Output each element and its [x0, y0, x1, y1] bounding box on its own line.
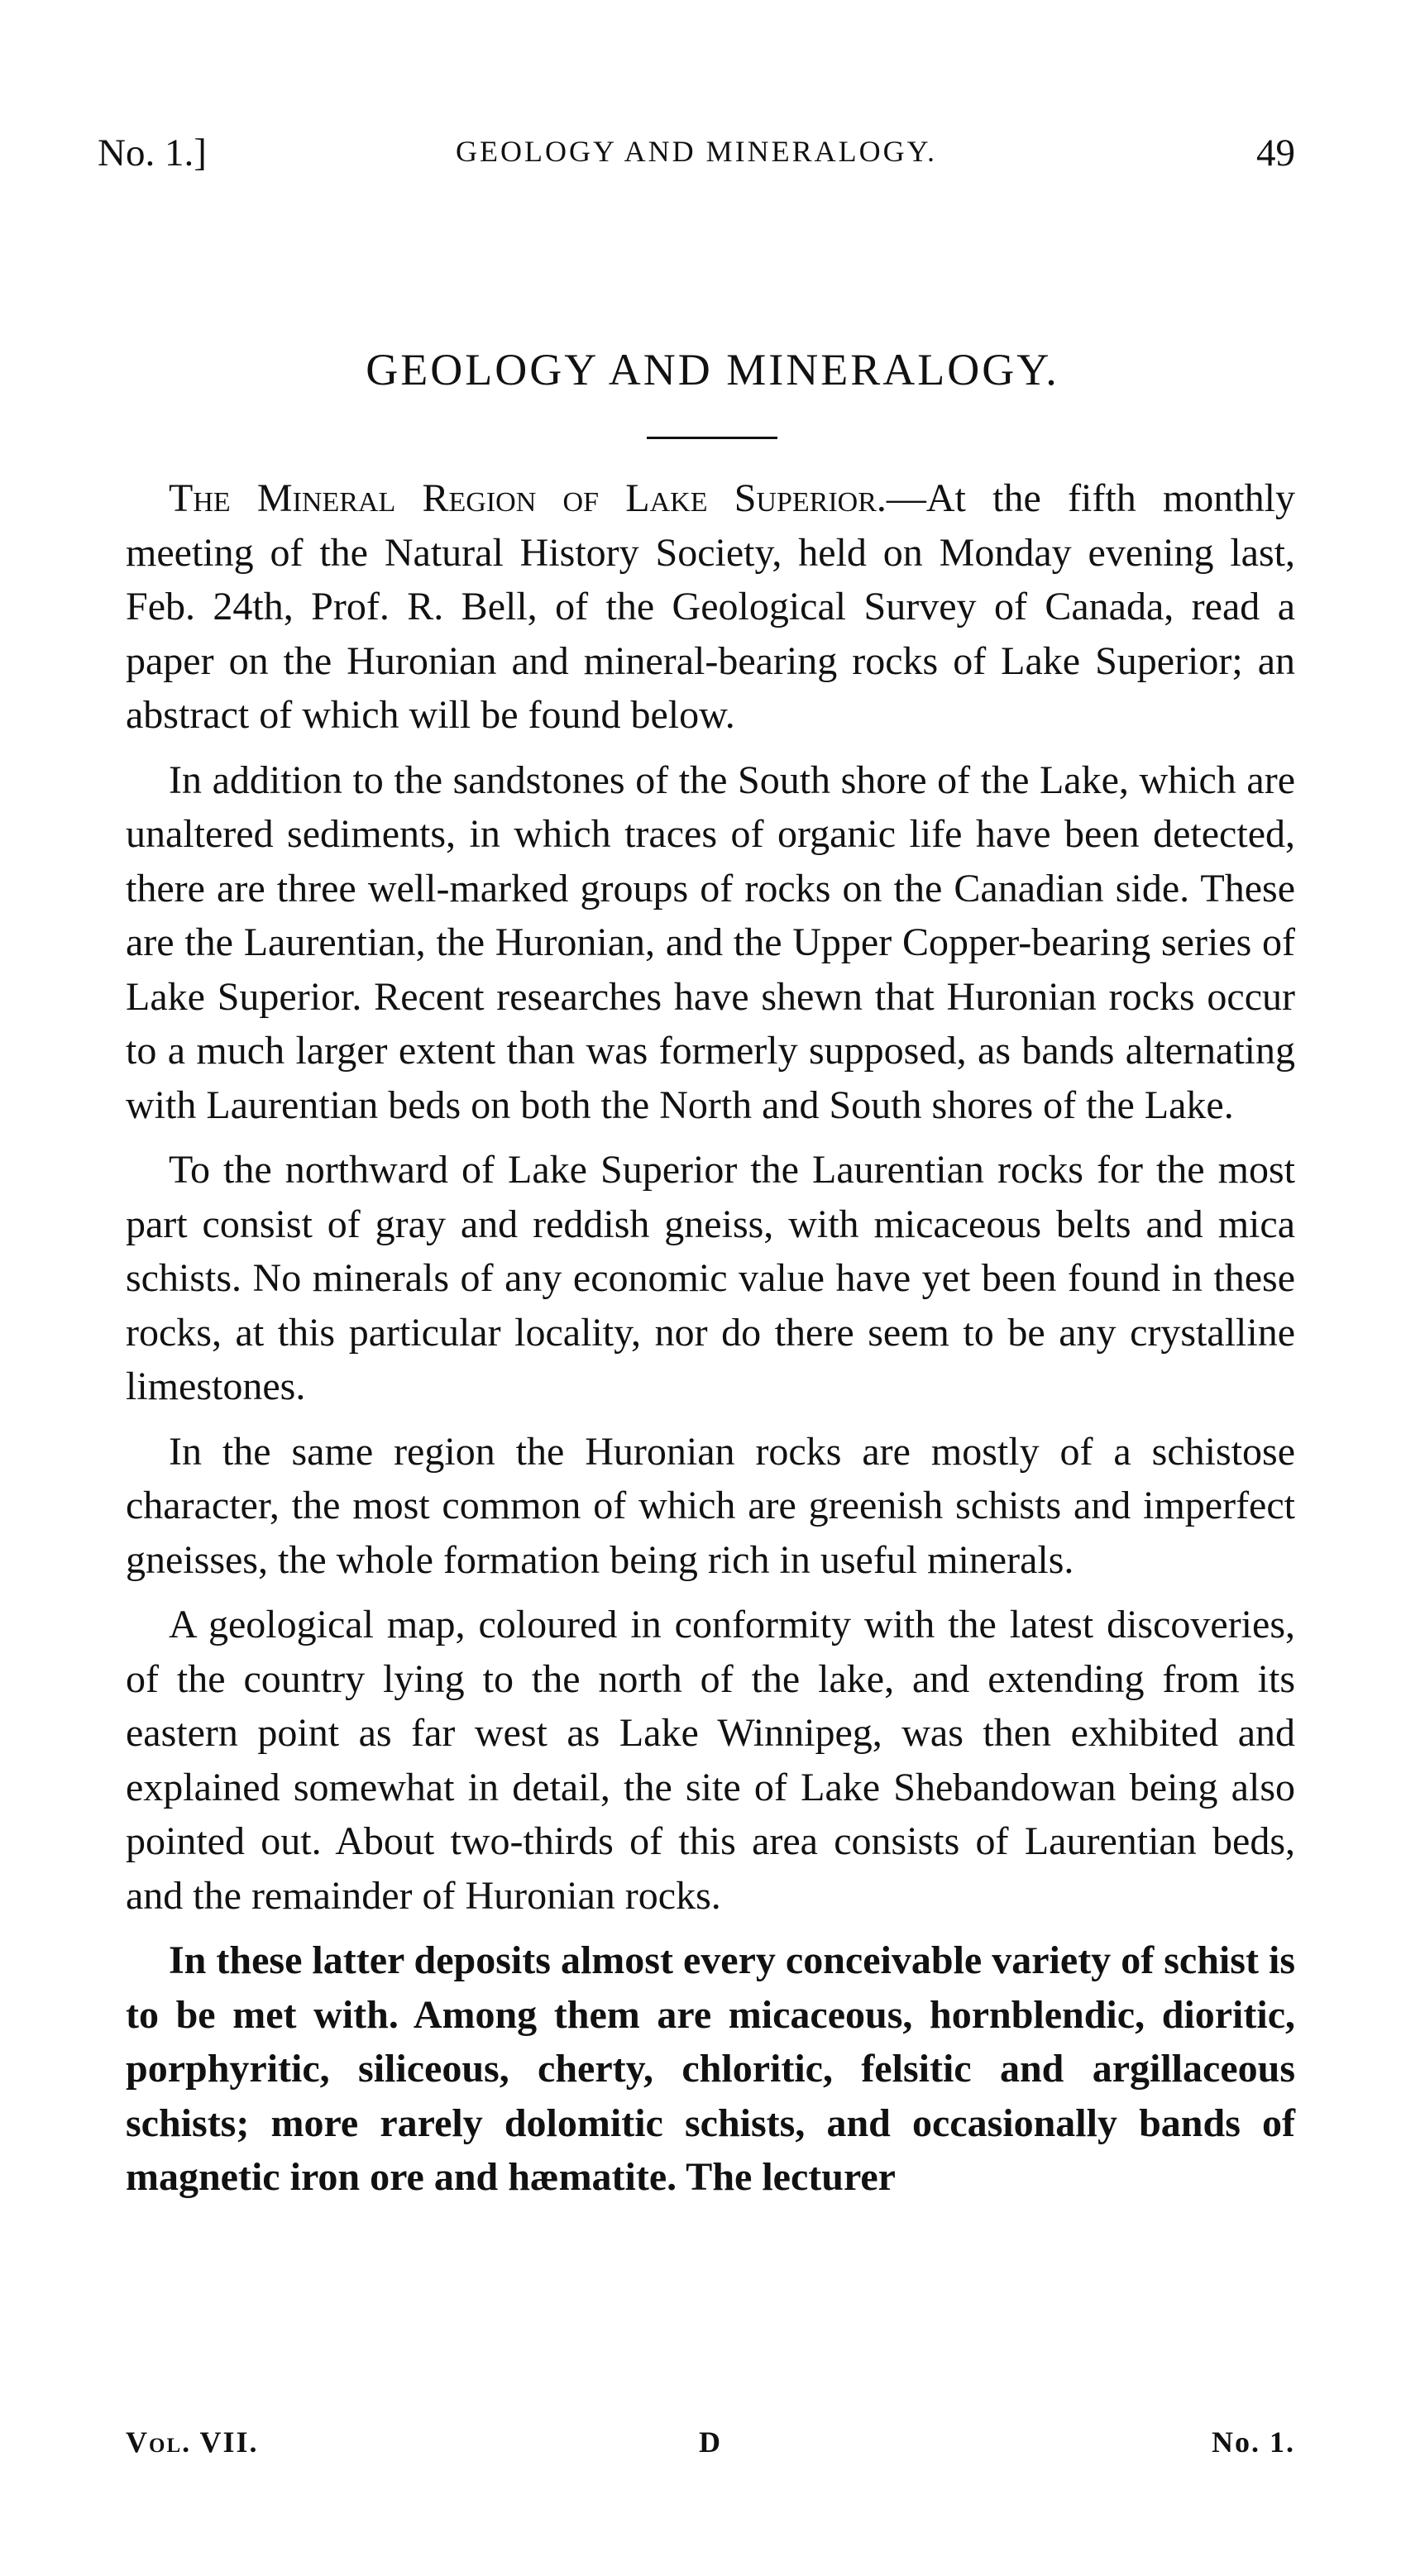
paragraph-1: [126, 471, 1295, 743]
page-footer: [126, 2425, 1295, 2474]
paragraph-6: In these latter deposits almost every conceivable variety of schist is to be met with. Among them are micaceous, hornblendic, dioritic, porphyritic, siliceous, cherty, chloritic, felsitic and argillaceous schists; more rarely dolomitic schists, and occasionally bands of magnetic iron ore and hæmatite. The lecturer: [126, 1938, 1295, 2199]
paragraph-5: A geological map, coloured in conformity with the latest discoveries, of the country lying to the north of the lake, and extending from its eastern point as far west as Lake Winnipeg, was then exhibited and explained somewhat in detail, the site of Lake Shebandowan being also pointed out. About two-thirds of this area consists of Laurentian beds, and the remainder of Huronian rocks.: [126, 1603, 1295, 1918]
paragraph-4: In the same region the Huronian rocks are mostly of a schistose character, the most common of which are greenish schists and imperfect gneisses, the whole formation being rich in useful minerals.: [126, 1429, 1295, 1582]
section-title: GEOLOGY AND MINERALOGY.: [366, 345, 1059, 394]
running-head: [98, 131, 1295, 180]
paragraph-3: To the northward of Lake Superior the Laurentian rocks for the most part consist of gray and reddish gneiss, with micaceous belts and mica schists. No minerals of any economic value have yet been found in these rocks, at this particular locality, nor do there seem to be any crystalline limestones.: [126, 1148, 1295, 1408]
page-number: 49: [1256, 131, 1295, 174]
footer-issue-number: No. 1.: [1212, 2425, 1295, 2459]
issue-number: No. 1.]: [98, 131, 207, 174]
running-title: GEOLOGY AND MINERALOGY.: [456, 135, 937, 168]
title-rule: [647, 437, 777, 439]
article-body: [126, 471, 1295, 2215]
lead-heading: The Mineral Region of Lake Superior.: [169, 476, 887, 520]
paragraph-2: In addition to the sandstones of the South shore of the Lake, which are unaltered sediments, in which traces of organic life have been detected, there are three well-marked groups of rocks on the Canadian side. These are the Laurentian, the Huronian, and the Upper Copper-bearing series of Lake Superior. Recent researches have shewn that Huronian rocks occur to a much larger extent than was formerly supposed, as bands alternating with Laurentian beds on both the North and South shores of the Lake.: [126, 758, 1295, 1127]
volume-label: Vol. VII.: [126, 2425, 259, 2459]
signature-mark: D: [699, 2425, 722, 2459]
paragraph-1-text: —At the fifth monthly meeting of the Natural History Society, held on Monday evening last, Feb. 24th, Prof. R. Bell, of the Geological Survey of Canada, read a paper on the Huronian and mineral-bearing rocks of Lake Superior; an abstract of which will be found below.: [126, 476, 1295, 737]
